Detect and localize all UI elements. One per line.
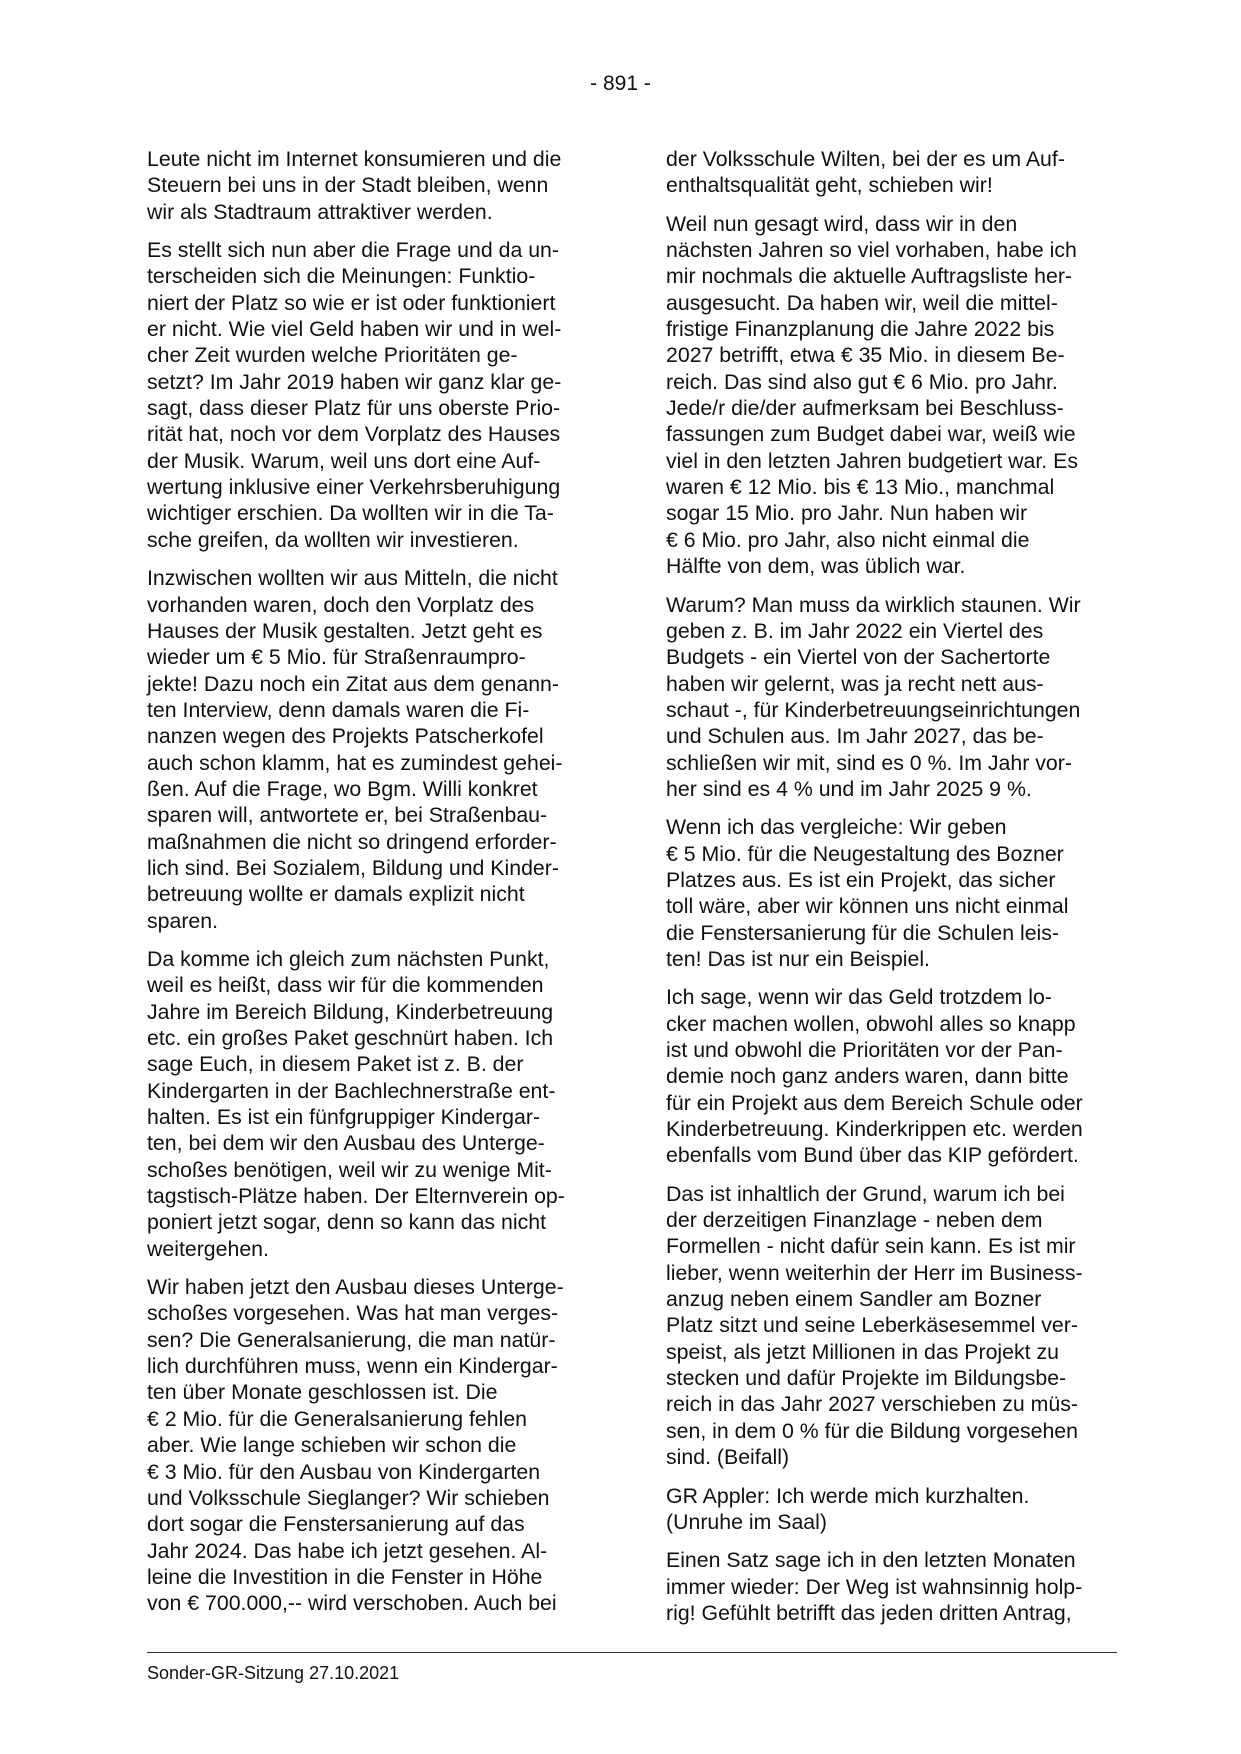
right-column [666,146,1106,1638]
paragraph: Ich sage, wenn wir das Geld trotzdem lo- cker machen wollen, obwohl alles so knapp ist und obwohl die Prioritäten vor der Pan- demie noch ganz anders waren, dann bitte für ein Projekt aus dem Bereich Schule oder Kinderbetreuung. Kinderkrippen etc. werden ebenfalls vom Bund über das KIP gefördert. [666,985,1083,1168]
paragraph: Weil nun gesagt wird, dass wir in den nächsten Jahren so viel vorhaben, habe ich mir nochmals die aktuelle Auftragsliste her- ausgesucht. Da haben wir, weil die mittel- fristige Finanzplanung die Jahre 2022 bis 2027 betrifft, etwa € 35 Mio. in diesem Be- reich. Das sind also gut € 6 Mio. pro Jahr. Jede/r die/der aufmerksam bei Beschluss- fassungen zum Budget dabei war, weiß wie viel in den letzten Jahren budgetiert war. Es waren € 12 Mio. bis € 13 Mio., manchmal sogar 15 Mio. pro Jahr. Nun haben wir € 6 Mio. pro Jahr, also nicht einmal die Hälfte von dem, was üblich war. [666,211,1078,579]
paragraph: Wir haben jetzt den Ausbau dieses Unterge- schoßes vorgesehen. Was hat man verges- sen? Die Generalsanierung, die man natür- lich durchführen muss, wenn ein Kindergar- ten über Monate geschlossen ist. Die € 2 Mio. für die Generalsanierung fehlen aber. Wie lange schieben wir schon die € 3 Mio. für den Ausbau von Kindergarten und Volksschule Sieglanger? Wir schieben dort sogar die Fenstersanierung auf das Jahr 2024. Das habe ich jetzt gesehen. Al- leine die Investition in die Fenster in Höhe von € 700.000,-- wird verschoben. Auch bei [147,1275,564,1616]
paragraph: Inzwischen wollten wir aus Mitteln, die nicht vorhanden waren, doch den Vorplatz des Hauses der Musik gestalten. Jetzt geht es wieder um € 5 Mio. für Straßenraumpro- jekte! Dazu noch ein Zitat aus dem genann- ten Interview, denn damals waren die Fi- nanzen wegen des Projekts Patscherkofel auch schon klamm, hat es zumindest gehei- ßen. Auf die Frage, wo Bgm. Willi konkret sparen will, antwortete er, bei Straßenbau- maßnahmen die nicht so dringend erforder- lich sind. Bei Sozialem, Bildung und Kinder- betreuung wollte er damals explizit nicht sparen. [147,566,563,933]
paragraph: Wenn ich das vergleiche: Wir geben € 5 Mio. für die Neugestaltung des Bozner Platzes aus. Es ist ein Projekt, das sicher toll wäre, aber wir können uns nicht einmal die Fenstersanierung für die Schulen leis- ten! Das ist nur ein Beispiel. [666,815,1069,971]
paragraph: Es stellt sich nun aber die Frage und da un- terscheiden sich die Meinungen: Funktio- niert der Platz so wie er ist oder funktioniert er nicht. Wie viel Geld haben wir und in wel- cher Zeit wurden welche Prioritäten ge- setzt? Im Jahr 2019 haben wir ganz klar ge- sagt, dass dieser Platz für uns oberste Prio- rität hat, noch vor dem Vorplatz des Hauses der Musik. Warum, weil uns dort eine Auf- wertung inklusive einer Verkehrsberuhigung wichtiger erschien. Da wollten wir in die Ta- sche greifen, da wollten wir investieren. [147,238,562,552]
speaker-paragraph: GR Appler: Ich werde mich kurzhalten. (Unruhe im Saal) [666,1483,1030,1534]
footer-session-label: Sonder-GR-Sitzung 27.10.2021 [147,1663,400,1683]
paragraph: der Volksschule Wilten, bei der es um Auf- enthaltsqualität geht, schieben wir! [666,147,1065,198]
paragraph: Warum? Man muss da wirklich staunen. Wir geben z. B. im Jahr 2022 ein Viertel des Budgets - ein Viertel von der Sachertorte haben wir gelernt, was ja recht nett aus- schaut -, für Kinderbetreuungseinrichtungen und Schulen aus. Im Jahr 2027, das be- schließen wir mit, sind es 0 %. Im Jahr vor- her sind es 4 % und im Jahr 2025 9 %. [666,592,1081,801]
footer-divider [147,1652,1117,1653]
left-column [147,146,587,1629]
paragraph: Leute nicht im Internet konsumieren und die Steuern bei uns in der Stadt bleiben, wenn wir als Stadtraum attraktiver werden. [147,147,562,224]
paragraph: Einen Satz sage ich in den letzten Monaten immer wieder: Der Weg ist wahnsinnig holp- rig! Gefühlt betrifft das jeden dritten Antrag, [666,1548,1083,1625]
paragraph: Da komme ich gleich zum nächsten Punkt, weil es heißt, dass wir für die kommenden Jahre im Bereich Bildung, Kinderbetreuung etc. ein großes Paket geschnürt haben. Ich sage Euch, in diesem Paket ist z. B. der Kindergarten in der Bachlechnerstraße ent- halten. Es ist ein fünfgruppiger Kindergar- ten, bei dem wir den Ausbau des Unterge- schoßes benötigen, weil wir zu wenige Mit- tagstisch-Plätze haben. Der Elternverein op- poniert jetzt sogar, denn so kann das nicht weitergehen. [147,946,565,1261]
paragraph: Das ist inhaltlich der Grund, warum ich bei der derzeitigen Finanzlage - neben dem Formellen - nicht dafür sein kann. Es ist mir lieber, wenn weiterhin der Herr im Business- anzug neben einem Sandler am Bozner Platz sitzt und seine Leberkäsesemmel ver- speist, als jetzt Millionen in das Projekt zu stecken und dafür Projekte im Bildungsbe- reich in das Jahr 2027 verschieben zu müs- sen, in dem 0 % für die Bildung vorgesehen sind. (Beifall) [666,1181,1083,1470]
page-number: - 891 - [590,72,651,95]
